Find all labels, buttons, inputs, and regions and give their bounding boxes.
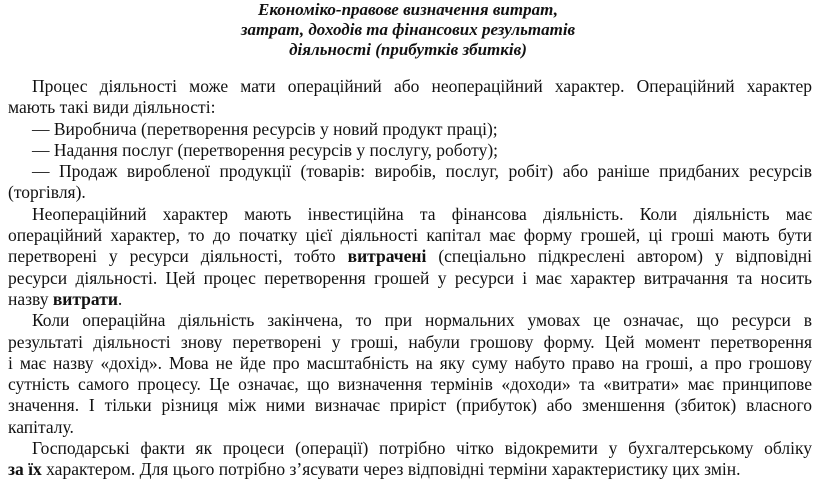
emphasized-term: витрати bbox=[52, 288, 118, 309]
paragraph-income bbox=[8, 310, 812, 438]
emphasized-term: витрачені bbox=[347, 246, 427, 267]
text-fragment: (спеціально підкреслені автором) у відповідні bbox=[426, 246, 812, 267]
document-body bbox=[8, 76, 812, 481]
title-line-2: затрат, доходів та фінансових результатів bbox=[240, 20, 576, 39]
text-line: Процес діяльності може мати операційний або неопераційний характер. Операційний характер bbox=[32, 76, 812, 96]
text-line bbox=[8, 289, 812, 310]
text-line: результаті діяльності знову перетворені у гроші, набули грошову форму. Цей момент перетворення bbox=[8, 331, 812, 352]
emphasized-term: за їх bbox=[8, 459, 42, 480]
text-fragment: . bbox=[117, 288, 123, 309]
activity-list bbox=[8, 119, 812, 204]
paragraph-intro bbox=[8, 76, 812, 119]
text-line: Господарські факти як процеси (операції) потрібно чітко відокремити у бухгалтерському обліку bbox=[32, 438, 812, 459]
text-fragment: перетворені у ресурси діяльності, тобто bbox=[8, 246, 348, 267]
document-title bbox=[0, 0, 816, 60]
text-line: і має назву «дохід». Мова не йде про масштабність на яку суму набуто право на гроші, а про грошову bbox=[8, 352, 812, 373]
text-line bbox=[8, 246, 812, 267]
text-line: Коли операційна діяльність закінчена, то при нормальних умовах це означає, що ресурси в bbox=[32, 310, 812, 331]
list-item: — Виробнича (перетворення ресурсів у новий продукт праці); bbox=[32, 118, 498, 139]
text-fragment: назву bbox=[8, 288, 53, 309]
title-line-1: Економіко-правове визначення витрат, bbox=[257, 0, 559, 19]
list-item: — Надання послуг (перетворення ресурсів у послугу, роботу); bbox=[32, 139, 499, 160]
paragraph-facts bbox=[8, 438, 812, 481]
text-line: ресурси діяльності. Цей процес перетворення грошей у ресурси і має характер витрачання та носить bbox=[8, 267, 812, 288]
list-item-continuation: (торгівля). bbox=[8, 182, 86, 203]
text-line: значення. І тільки різниця між ними визначає приріст (прибуток) або зменшення (збиток) власного bbox=[8, 395, 812, 416]
text-line bbox=[8, 459, 812, 480]
text-line: операційний характер, то до початку цієї діяльності капітал має форму грошей, ці гроші мають бути bbox=[8, 225, 812, 246]
text-line: сутність самого процесу. Це означає, що визначення термінів «доходи» та «витрати» має принципове bbox=[8, 374, 812, 395]
text-line: мають такі види діяльності: bbox=[8, 97, 216, 118]
text-fragment: характером. Для цього потрібно з’ясувати через відповідні терміни характеристику цих змін. bbox=[41, 459, 741, 480]
text-line: Неопераційний характер мають інвестиційна та фінансова діяльність. Коли діяльність має bbox=[32, 203, 812, 224]
paragraph-nonoperational bbox=[8, 204, 812, 310]
list-item: — Продаж виробленої продукції (товарів: виробів, послуг, робіт) або раніше придбаних ресурсів bbox=[32, 161, 812, 182]
title-line-3: діяльності (прибутків збитків) bbox=[289, 40, 527, 59]
text-line: капіталу. bbox=[8, 416, 74, 437]
